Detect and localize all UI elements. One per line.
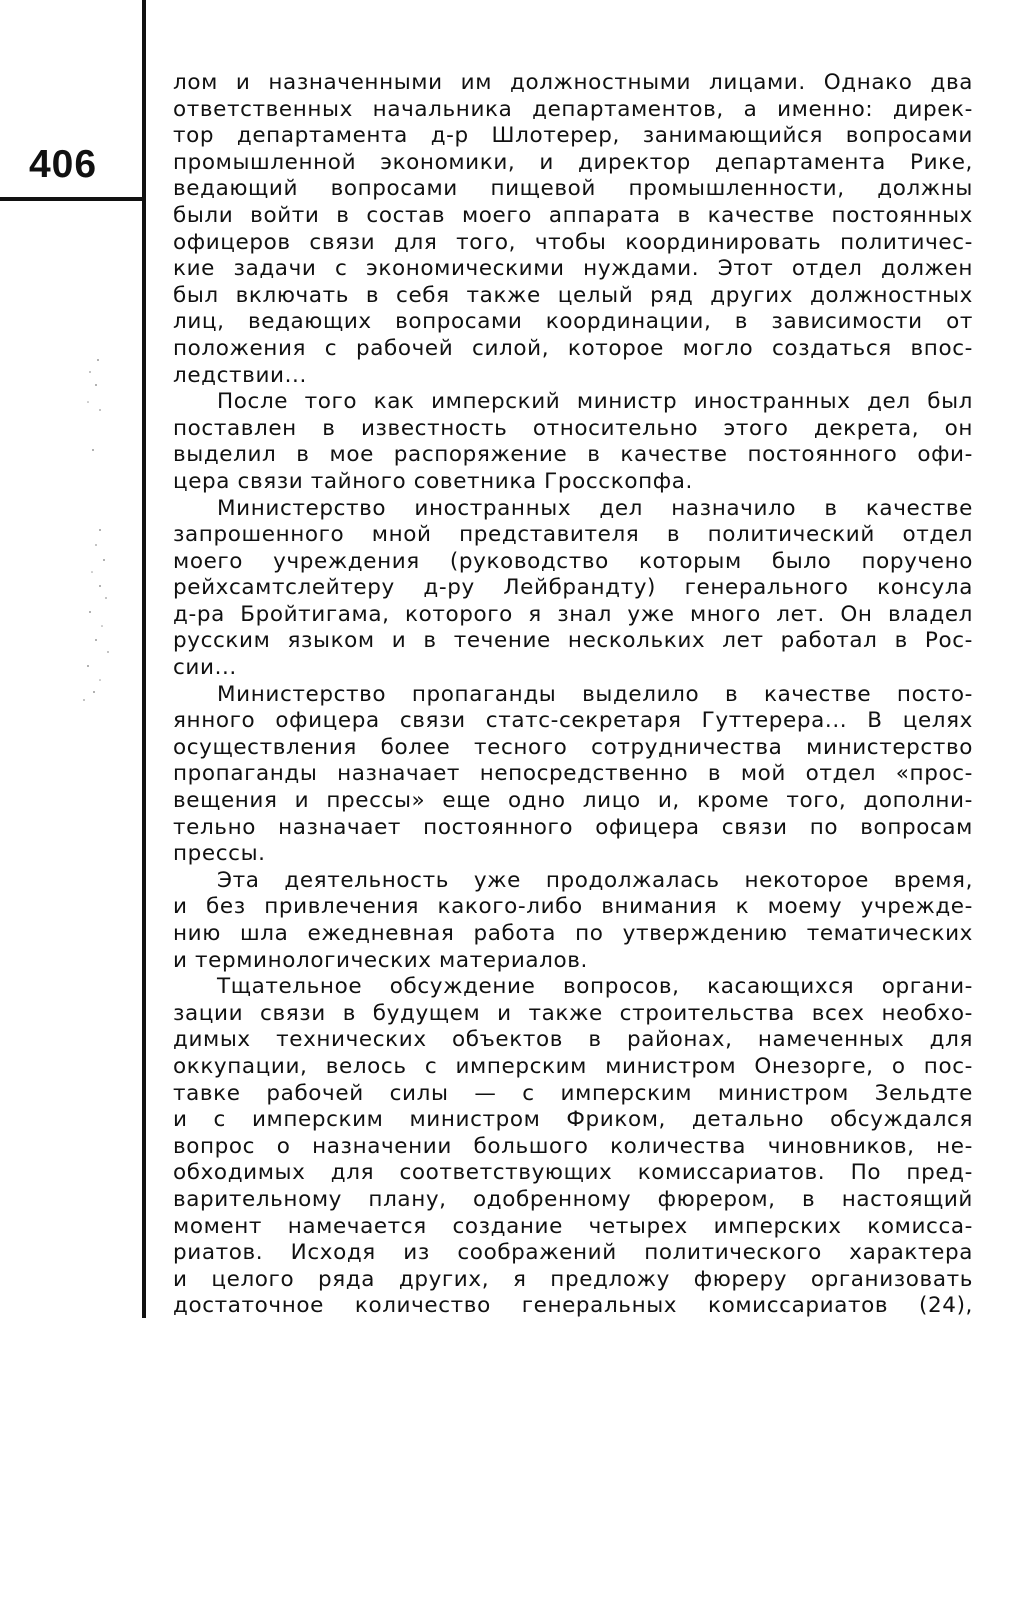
paragraph <box>173 70 973 389</box>
text-line: были войти в состав моего аппарата в качестве постоянных <box>173 202 973 228</box>
text-line: офицеров связи для того, чтобы координировать политичес- <box>173 229 973 255</box>
paragraph <box>173 682 973 868</box>
text-line: выделил в мое распоряжение в качестве постоянного офи- <box>173 442 973 468</box>
text-line: тор департамента д-р Шлотерер, занимающийся вопросами <box>173 123 973 149</box>
text-line: димых технических объектов в районах, намеченных для <box>173 1027 973 1053</box>
text-line: вещения и прессы» еще одно лицо и, кроме того, дополни- <box>173 788 973 814</box>
scan-specks <box>60 350 130 710</box>
text-line: сии... <box>173 655 237 681</box>
text-line: русским языком и в течение нескольких лет работал в Рос- <box>173 628 973 654</box>
text-line: тельно назначает постоянного офицера связи по вопросам <box>173 814 973 840</box>
paragraph <box>173 974 973 1320</box>
text-line: лиц, ведающих вопросами координации, в зависимости от <box>173 309 973 335</box>
text-line: зации связи в будущем и также строительства всех необхо- <box>173 1000 973 1026</box>
text-line: промышленной экономики, и директор департамента Рике, <box>173 149 973 175</box>
text-line: прессы. <box>173 841 266 867</box>
text-line: обходимых для соответствующих комиссариатов. По пред- <box>173 1160 973 1186</box>
paragraph <box>173 389 973 495</box>
text-line: и целого ряда других, я предложу фюреру организовать <box>173 1266 973 1292</box>
page-number-underline <box>0 197 146 201</box>
text-line: Тщательное обсуждение вопросов, касающихся органи- <box>217 974 973 1000</box>
text-line: лом и назначенными им должностными лицами. Однако два <box>173 70 973 95</box>
text-line: кие задачи с экономическими нуждами. Этот отдел должен <box>173 256 973 282</box>
text-line: момент намечается создание четырех имперских комисса- <box>173 1213 973 1239</box>
text-line: осуществления более тесного сотрудничества министерство <box>173 734 973 760</box>
text-line: был включать в себя также целый ряд других должностных <box>173 282 973 308</box>
text-line: пропаганды назначает непосредственно в мой отдел «прос- <box>173 761 973 787</box>
text-line: запрошенного мной представителя в политический отдел <box>173 522 973 548</box>
text-line: оккупации, велось с имперским министром Онезорге, о пос- <box>173 1053 973 1079</box>
text-line: и с имперским министром Фриком, детально обсуждался <box>173 1107 973 1133</box>
text-line: ледствии... <box>173 362 307 388</box>
text-line: достаточное количество генеральных комиссариатов (24), <box>173 1293 973 1319</box>
body-text <box>173 70 973 1320</box>
paragraph <box>173 496 973 682</box>
text-line: д-ра Бройтигама, которого я знал уже много лет. Он владел <box>173 601 973 627</box>
text-line: Эта деятельность уже продолжалась некоторое время, <box>217 867 973 893</box>
text-line: варительному плану, одобренному фюрером, в настоящий <box>173 1186 973 1212</box>
text-line: ответственных начальника департаментов, а именно: дирек- <box>173 96 973 122</box>
text-line: риатов. Исходя из соображений политического характера <box>173 1240 973 1266</box>
text-line: рейхсамтслейтеру д-ру Лейбрандту) генерального консула <box>173 575 973 601</box>
text-line: Министерство иностранных дел назначило в качестве <box>217 495 973 521</box>
text-line: и без привлечения какого-либо внимания к моему учрежде- <box>173 894 973 920</box>
text-line: цера связи тайного советника Гросскопфа. <box>173 468 693 494</box>
text-line: Министерство пропаганды выделило в качестве посто- <box>217 681 973 707</box>
text-line: янного офицера связи статс-секретаря Гуттерера... В целях <box>173 708 973 734</box>
text-line: и терминологических материалов. <box>173 947 588 973</box>
text-line: нию шла ежедневная работа по утверждению тематических <box>173 921 973 946</box>
text-line: ведающий вопросами пищевой промышленности, должны <box>173 176 973 202</box>
text-line: вопрос о назначении большого количества чиновников, не- <box>173 1133 973 1159</box>
text-line: положения с рабочей силой, которое могло создаться впос- <box>173 335 973 361</box>
text-line: тавке рабочей силы — с имперским министром Зельдте <box>173 1080 973 1106</box>
page-number: 406 <box>28 143 98 186</box>
text-line: поставлен в известность относительно этого декрета, он <box>173 415 973 441</box>
paragraph <box>173 868 973 974</box>
text-line: После того как имперский министр иностранных дел был <box>217 389 973 415</box>
text-line: моего учреждения (руководство которым было поручено <box>173 548 973 574</box>
